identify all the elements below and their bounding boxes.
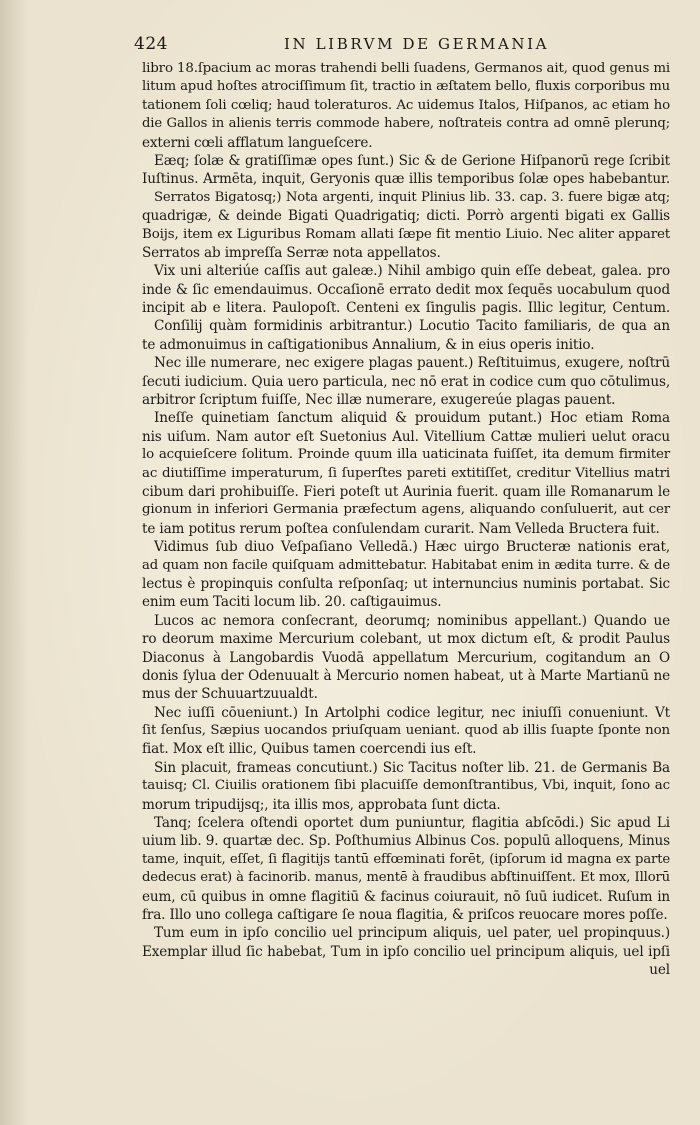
text-line: Nec iuſſi cōueniunt.) In Artolphi codice legitur, nec iniuſſi conueniunt. Vt bbox=[154, 704, 670, 721]
text-line: mus der Schuuartzuualdt. bbox=[142, 686, 318, 703]
text-line: Exemplar illud ſic habebat, Tum in ipſo concilio uel principum aliquis, uel ipſi bbox=[142, 943, 670, 960]
text-line: te iam potitus rerum poſtea conſulendam curarit. Nam Velleda Bructera fuit. bbox=[142, 520, 660, 537]
text-line: nis uiſum. Nam autor eſt Suetonius Aul. Vitellium Cattæ mulieri uelut oracu bbox=[142, 428, 670, 445]
commentary-text bbox=[142, 60, 670, 980]
text-line: Ineſſe quinetiam ſanctum aliquid & prouidum putant.) Hoc etiam Roma bbox=[154, 410, 670, 427]
catchword: uel bbox=[649, 962, 670, 979]
text-line: Serratos Bigatosq;) Nota argenti, inquit Plinius lib. 33. cap. 3. fuere bigæ atq; bbox=[154, 189, 670, 205]
text-line: enim eum Taciti locum lib. 20. caſtigauimus. bbox=[142, 594, 442, 611]
text-line: tauisq; Cl. Ciuilis orationem ſibi placuiſſe demonſtrantibus, Vbi, inquit, ſono ac bbox=[142, 778, 670, 794]
text-line: Lucos ac nemora conſecrant, deorumq; nominibus appellant.) Quando ue bbox=[154, 612, 670, 629]
text-line: incipit ab e litera. Paulopoſt. Centeni ex ſingulis pagis. Illic legitur, Centum. bbox=[142, 300, 670, 317]
text-line: quadrigæ, & deinde Bigati Quadrigatiq; dicti. Porrò argenti bigati ex Gallis bbox=[142, 208, 670, 225]
text-line: lectus è propinquis conſulta reſponſaq; ut internuncius numinis portabat. Sic bbox=[142, 575, 670, 592]
text-line: Diaconus à Langobardis Vuodā appellatum Mercurium, cogitandum an O bbox=[142, 649, 670, 666]
text-line: Serratos ab impreſſa Serræ nota appellatos. bbox=[142, 244, 441, 261]
text-line: cibum dari prohibuiſſe. Fieri poteſt ut Aurinia fuerit. quam ille Romanarum le bbox=[142, 483, 670, 500]
text-line: Nec ille numerare, nec exigere plagas pauent.) Reſtituimus, exugere, noſtrū bbox=[154, 355, 670, 372]
text-line: inde & ſic emendauimus. Occaſionē errato dedit mox ſequēs uocabulum quod bbox=[142, 281, 670, 298]
text-line: Boijs, item ex Liguribus Romam allati ſæpe fit mentio Liuio. Nec aliter apparet bbox=[142, 226, 670, 242]
text-line: morum tripudijsq;, ita illis mos, approbata ſunt dicta. bbox=[142, 796, 501, 813]
text-line: tame, inquit, eſſet, ſi flagitijs tantū effœminati forēt, (ipſorum id magna ex parte bbox=[142, 851, 670, 867]
text-line: donis ſylua der Odenuualt à Mercurio nomen habeat, ut à Marte Martianū ne bbox=[142, 667, 670, 684]
text-line: litum apud hoſtes atrociſſimum ſit, tractio in æſtatem bello, fluxis corporibus mu bbox=[142, 79, 670, 95]
running-title: IN LIBRVM DE GERMANIA bbox=[284, 35, 550, 53]
text-line: fiat. Mox eſt illic, Quibus tamen coercendi ius eſt. bbox=[142, 741, 477, 758]
text-line: Iuſtinus. Armēta, inquit, Geryonis quæ illis temporibus ſolæ opes habebantur. bbox=[142, 171, 670, 188]
text-line: Tanq; ſcelera oſtendi oportet dum puniuntur, flagitia abſcōdi.) Sic apud Li bbox=[154, 815, 670, 832]
text-line: libro 18.ſpacium ac moras trahendi belli ſuadens, Germanos ait, quod genus mi bbox=[142, 61, 670, 76]
text-line: Sin placuit, frameas concutiunt.) Sic Tacitus noſter lib. 21. de Germanis Ba bbox=[154, 759, 670, 776]
text-line: ad quam non facile quiſquam admittebatur. Habitabat enim in ædita turre. & de bbox=[142, 557, 670, 573]
text-line: ſit ſenſus, Sæpius uocandos priuſquam ueniant. quod ab illis ſuapte ſponte non bbox=[142, 723, 670, 739]
text-line: Eæq; ſolæ & gratiſſimæ opes ſunt.) Sic & de Gerione Hiſpanorū rege ſcribit bbox=[154, 152, 670, 169]
text-line: Vidimus ſub diuo Veſpaſiano Velledā.) Hæc uirgo Bructeræ nationis erat, bbox=[154, 539, 670, 556]
text-line: lo acquieſcere ſolitum. Proinde quum illa uaticinata fuiſſet, ita demum firmiter bbox=[142, 447, 670, 463]
text-line: externi cœli afflatum langueſcere. bbox=[142, 134, 373, 151]
text-line: tationem ſoli cœliq; haud toleraturos. Ac uidemus Italos, Hiſpanos, ac etiam ho bbox=[142, 97, 670, 113]
text-line: dedecus erat) à facinorib. manus, mentē à fraudibus abſtinuiſſent. Et mox, Illorū bbox=[142, 870, 670, 886]
text-line: eum, cū quibus in omne flagitiū & facinus coiurauit, nō ſuū iudicet. Ruſum in bbox=[142, 888, 670, 905]
text-line: ac diutiſſime imperaturum, ſi ſuperſtes pareti extitiſſet, creditur Vitellius matri bbox=[142, 465, 670, 481]
text-line: die Gallos in alienis terris commode habere, noſtrateis contra ad omnē plerunq; bbox=[142, 116, 670, 132]
text-line: fra. Illo uno collega caſtigare ſe noua flagitia, & priſcos reuocare mores poſſe. bbox=[142, 906, 668, 923]
text-line: Vix uni alteriúe caſſis aut galeæ.) Nihil ambigo quin eſſe debeat, galea. pro bbox=[154, 263, 670, 280]
page-header bbox=[134, 34, 604, 56]
text-line: ſecuti iudicium. Quia uero particula, nec nō erat in codice cum quo cōtulimus, bbox=[142, 373, 670, 390]
text-line: ro deorum maxime Mercurium colebant, ut mox dictum eſt, & prodit Paulus bbox=[142, 631, 670, 648]
text-line: Tum eum in ipſo concilio uel principum aliquis, uel pater, uel propinquus.) bbox=[154, 925, 670, 942]
page-number: 424 bbox=[134, 34, 168, 54]
text-line: uium lib. 9. quartæ dec. Sp. Poſthumius Albinus Cos. populū alloquens, Minus bbox=[142, 833, 670, 850]
text-line: gionum in inferiori Germania præfectum agens, aliquando conſuluerit, aut cer bbox=[142, 502, 670, 518]
text-line: arbitror ſcriptum fuiſſe, Nec illæ numerare, exugereúe plagas pauent. bbox=[142, 392, 616, 409]
text-line: te admonuimus in caſtigationibus Annalium, & in eius operis initio. bbox=[142, 336, 595, 353]
text-line: Conſilij quàm formidinis arbitrantur.) Locutio Tacito familiaris, de qua an bbox=[154, 318, 670, 335]
